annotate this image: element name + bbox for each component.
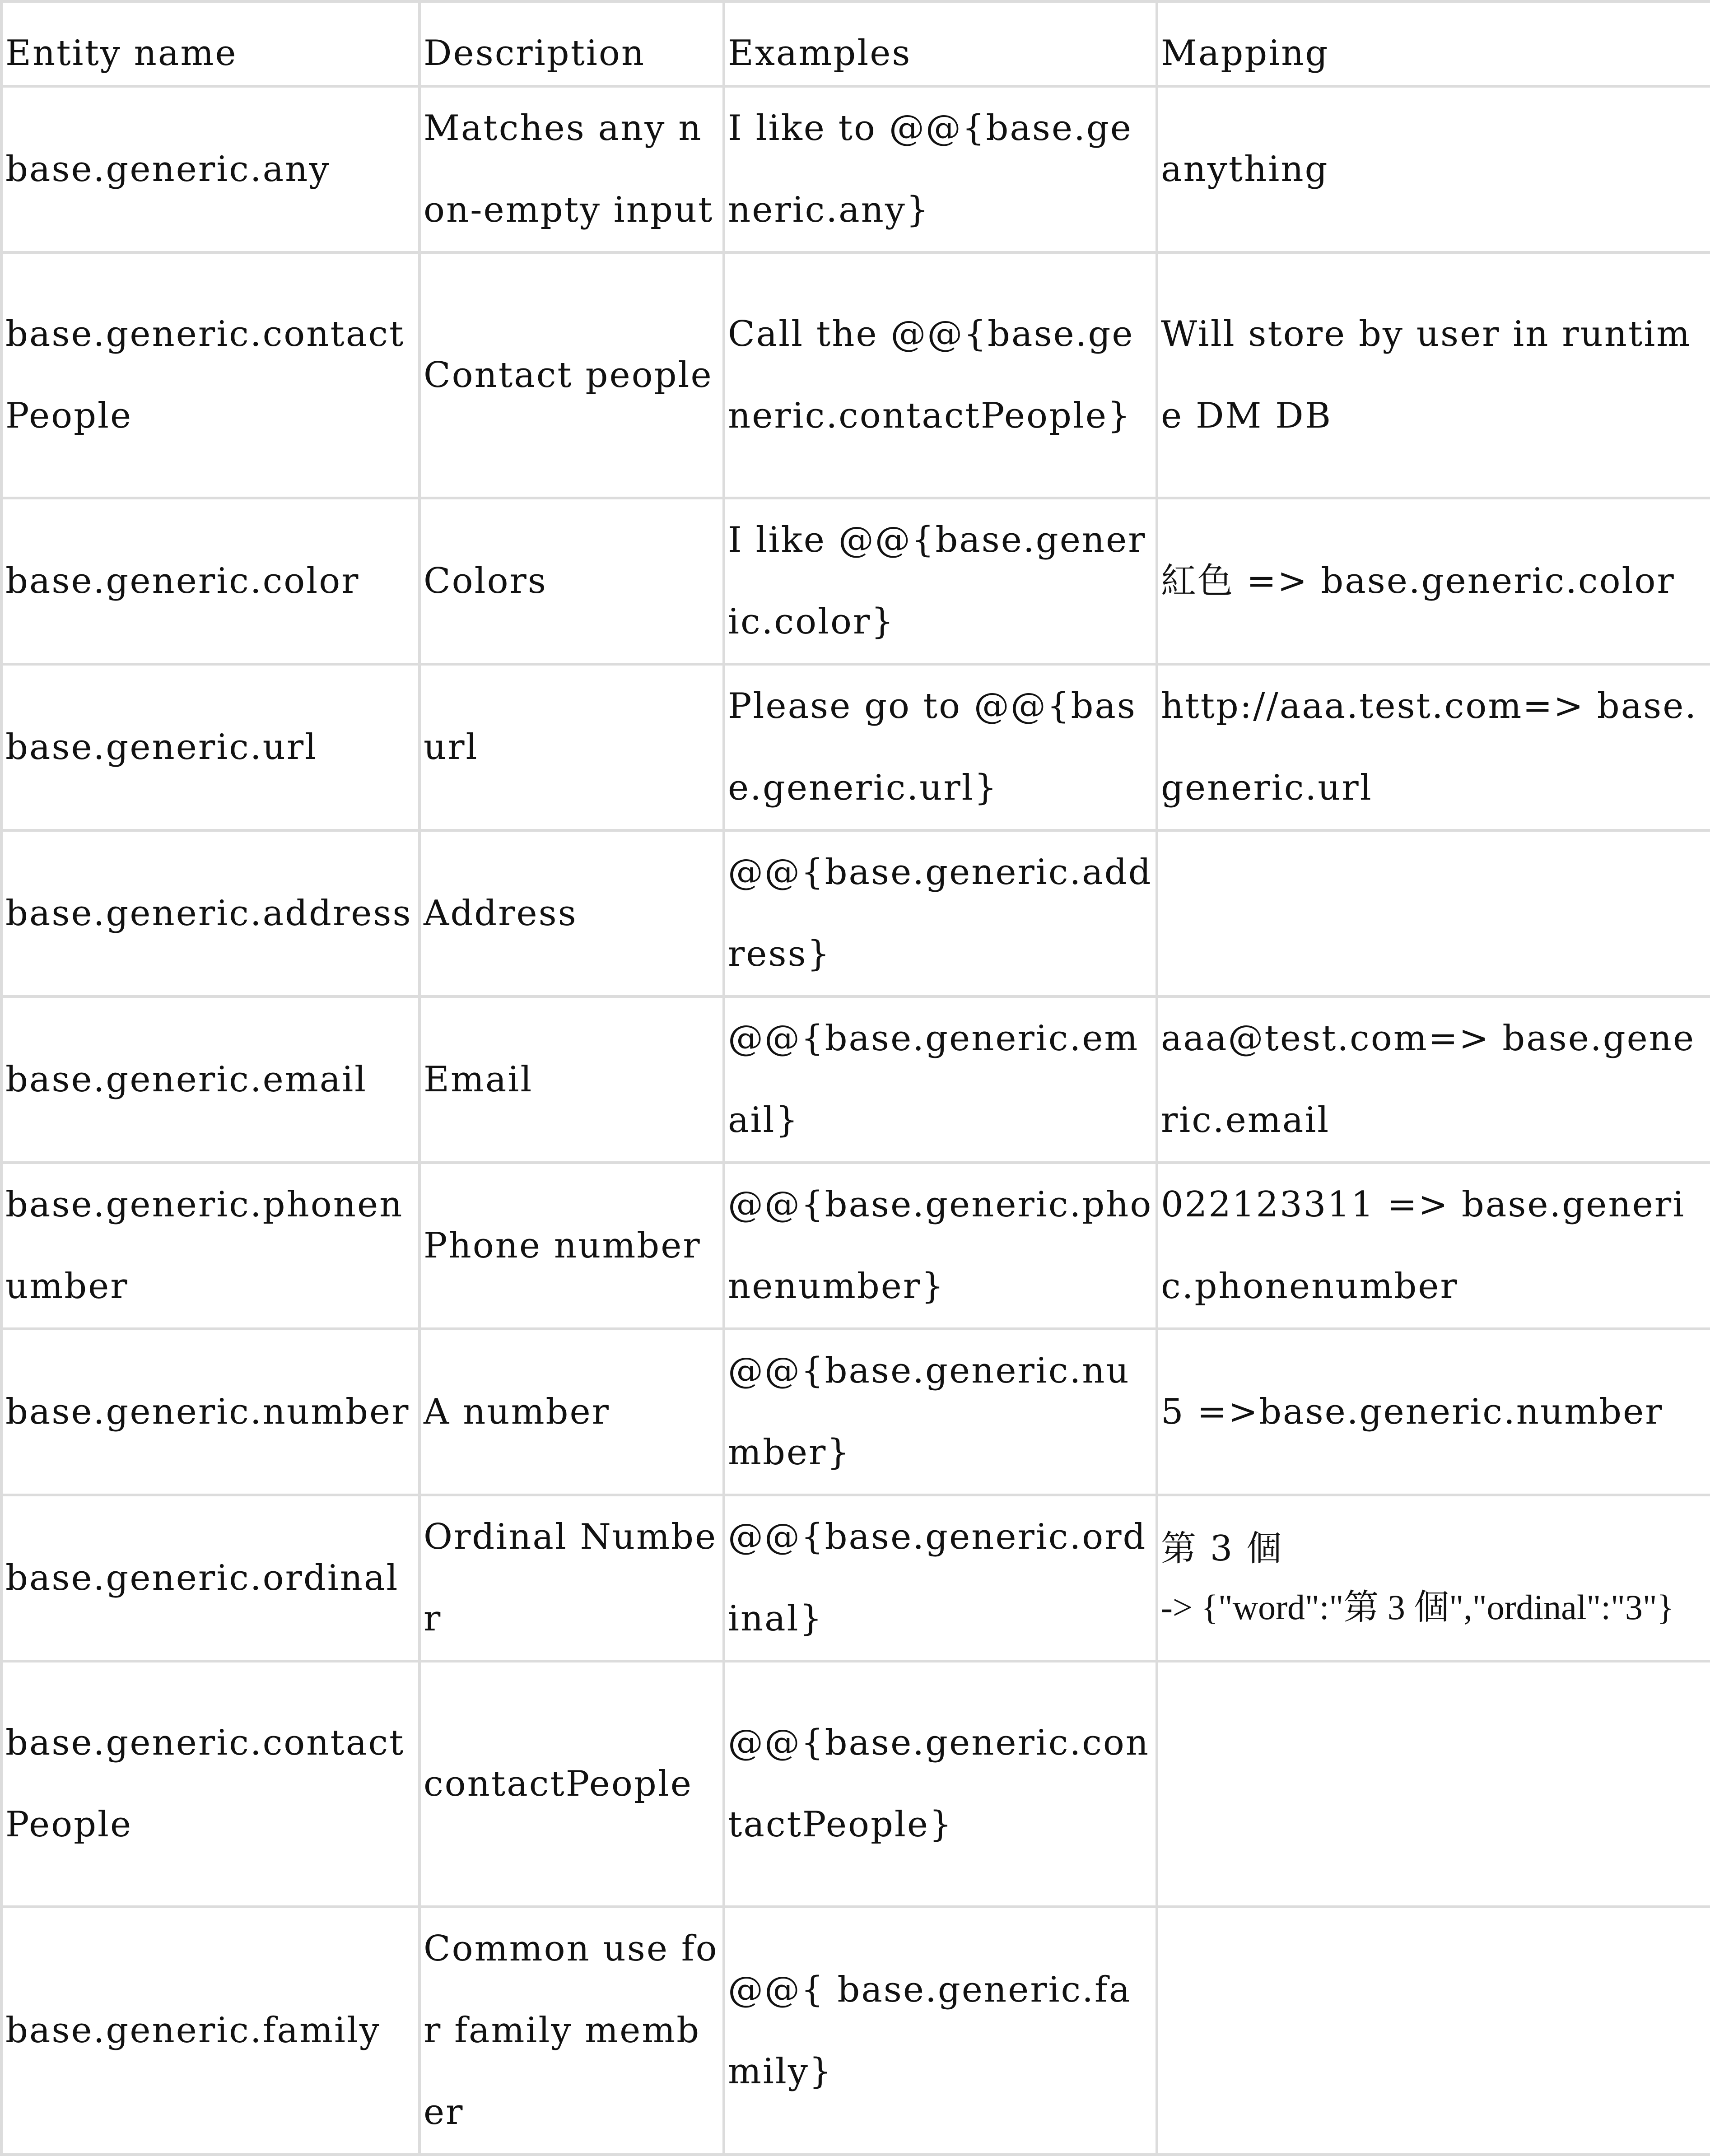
entity-name-cell: base.generic.ordinal xyxy=(1,1495,419,1661)
entity-name-cell: base.generic.number xyxy=(1,1329,419,1495)
entity-name-cell: base.generic.contactPeople xyxy=(1,252,419,498)
mapping-cell: 紅色 => base.generic.color xyxy=(1157,498,1710,664)
example-cell: @@{base.generic.address} xyxy=(724,830,1157,997)
mapping-cell xyxy=(1157,1661,1710,1907)
example-cell: @@{base.generic.email} xyxy=(724,997,1157,1163)
header-examples: Examples xyxy=(724,1,1157,86)
table-row xyxy=(1,664,1710,830)
table-row xyxy=(1,1163,1710,1329)
example-cell: Please go to @@{base.generic.url} xyxy=(724,664,1157,830)
example-cell: @@{base.generic.number} xyxy=(724,1329,1157,1495)
entity-name-cell: base.generic.url xyxy=(1,664,419,830)
header-entity-name: Entity name xyxy=(1,1,419,86)
description-cell: contactPeople xyxy=(419,1661,724,1907)
mapping-cell: aaa@test.com=> base.generic.email xyxy=(1157,997,1710,1163)
mapping-cell xyxy=(1157,1495,1710,1661)
table-row xyxy=(1,1495,1710,1661)
example-cell: @@{ base.generic.family} xyxy=(724,1907,1157,2155)
description-cell: Contact people xyxy=(419,252,724,498)
example-cell: @@{base.generic.phonenumber} xyxy=(724,1163,1157,1329)
entity-name-cell: base.generic.phonenumber xyxy=(1,1163,419,1329)
entity-name-cell: base.generic.address xyxy=(1,830,419,997)
example-cell: @@{base.generic.contactPeople} xyxy=(724,1661,1157,1907)
description-cell: Ordinal Number xyxy=(419,1495,724,1661)
entity-name-cell: base.generic.family xyxy=(1,1907,419,2155)
table-row xyxy=(1,252,1710,498)
description-cell: Email xyxy=(419,997,724,1163)
table-header-row xyxy=(1,1,1710,86)
entity-name-cell: base.generic.color xyxy=(1,498,419,664)
table-row xyxy=(1,997,1710,1163)
entity-name-cell: base.generic.email xyxy=(1,997,419,1163)
description-cell: Phone number xyxy=(419,1163,724,1329)
table-row xyxy=(1,1907,1710,2155)
mapping-cell: http://aaa.test.com=> base.generic.url xyxy=(1157,664,1710,830)
example-cell: I like to @@{base.generic.any} xyxy=(724,86,1157,252)
header-description: Description xyxy=(419,1,724,86)
table-row xyxy=(1,830,1710,997)
description-cell: url xyxy=(419,664,724,830)
description-cell: Matches any non-empty input xyxy=(419,86,724,252)
entity-name-cell: base.generic.contactPeople xyxy=(1,1661,419,1907)
table-row xyxy=(1,1661,1710,1907)
example-cell: I like @@{base.generic.color} xyxy=(724,498,1157,664)
mapping-line-2: -> {"word":"第 3 個","ordinal":"3"} xyxy=(1161,1588,1674,1627)
description-cell: Address xyxy=(419,830,724,997)
mapping-cell: 5 =>base.generic.number xyxy=(1157,1329,1710,1495)
header-mapping: Mapping xyxy=(1157,1,1710,86)
example-cell: Call the @@{base.generic.contactPeople} xyxy=(724,252,1157,498)
entity-name-cell: base.generic.any xyxy=(1,86,419,252)
table-row xyxy=(1,498,1710,664)
mapping-cell xyxy=(1157,1907,1710,2155)
description-cell: A number xyxy=(419,1329,724,1495)
mapping-cell: 022123311 => base.generic.phonenumber xyxy=(1157,1163,1710,1329)
table-row xyxy=(1,1329,1710,1495)
mapping-cell xyxy=(1157,830,1710,997)
description-cell: Common use for family member xyxy=(419,1907,724,2155)
table-row xyxy=(1,86,1710,252)
mapping-cell: Will store by user in runtime DM DB xyxy=(1157,252,1710,498)
mapping-line-1: 第 3 個 xyxy=(1161,1528,1283,1569)
mapping-cell: anything xyxy=(1157,86,1710,252)
description-cell: Colors xyxy=(419,498,724,664)
example-cell: @@{base.generic.ordinal} xyxy=(724,1495,1157,1661)
